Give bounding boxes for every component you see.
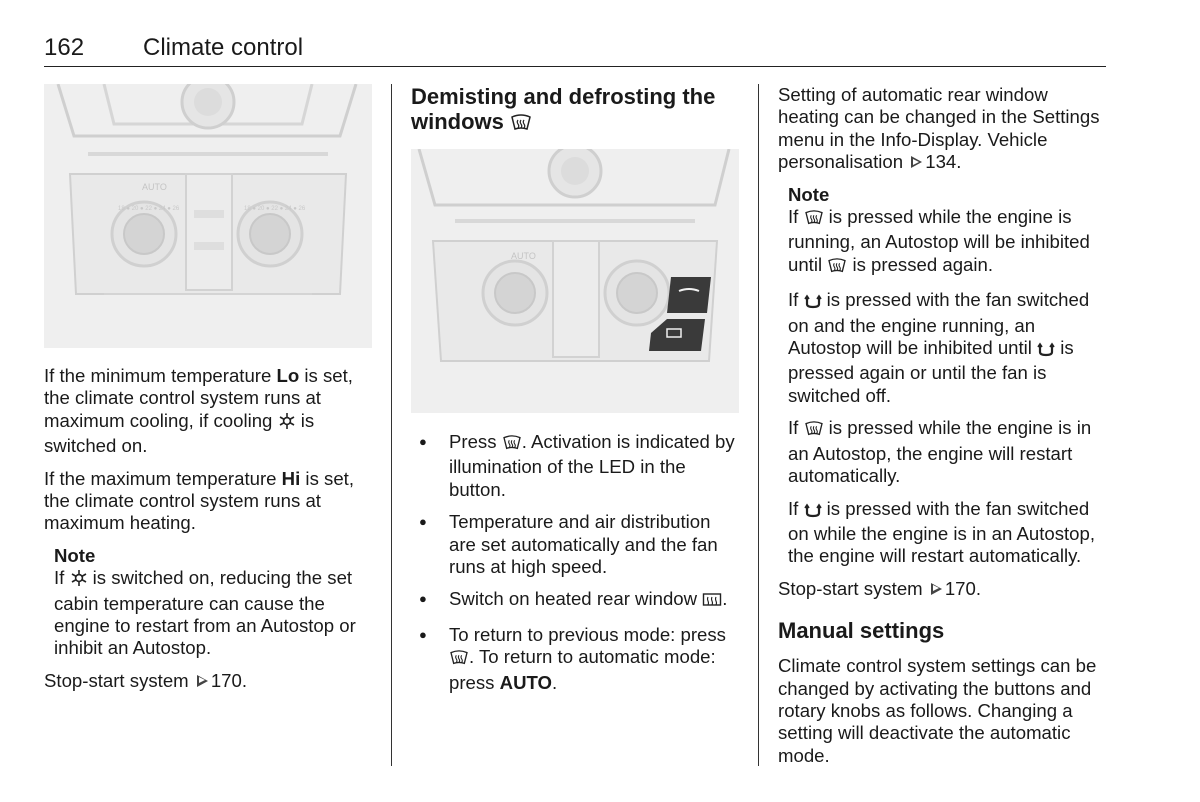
defrost-panel-illustration bbox=[411, 149, 739, 413]
air-recirculation-icon bbox=[1037, 340, 1055, 362]
lo-label: Lo bbox=[276, 365, 300, 386]
paragraph-manual-settings: Climate control system settings can be changed by activating the buttons and rotary knobs as follows. Changing a setting will deactivate the automatic mode. bbox=[778, 655, 1097, 766]
list-item bbox=[411, 588, 741, 613]
note-title: Note bbox=[54, 544, 96, 566]
text-span: is pressed with the fan switched on while the engine is in an Autostop, the engine will restart automatically. bbox=[788, 497, 1096, 567]
column-right bbox=[778, 84, 1108, 777]
text-span: If bbox=[788, 497, 804, 519]
text-span: is set, the climate control system runs at maximum heating. bbox=[44, 467, 354, 534]
hi-label: Hi bbox=[281, 467, 301, 489]
list-item: ● Temperature and air distribution are set automatically and the fan runs at high speed. bbox=[411, 511, 741, 578]
climate-panel-illustration bbox=[44, 84, 372, 348]
text-span: If bbox=[788, 206, 804, 228]
rear-window-heat-icon bbox=[702, 591, 722, 613]
air-recirculation-icon bbox=[804, 501, 822, 523]
page-reference-arrow-icon bbox=[931, 583, 942, 595]
text-span: is pressed with the fan switched on and the engine running, an Autostop will be inhibited until bbox=[788, 289, 1090, 359]
section-heading-demisting bbox=[411, 84, 741, 137]
text-span: is pressed again or until the fan is switched off. bbox=[788, 337, 1074, 406]
windscreen-defrost-icon bbox=[502, 434, 522, 456]
reference-page: 134. bbox=[925, 151, 962, 173]
air-recirculation-icon bbox=[804, 292, 822, 314]
defrost-panel-figure bbox=[411, 149, 739, 413]
text-span: is pressed while the engine is in an Autostop, the engine will restart automatically. bbox=[788, 417, 1092, 487]
windscreen-defrost-icon bbox=[510, 112, 532, 137]
text-span: If bbox=[788, 417, 804, 439]
text-span: Press bbox=[449, 431, 502, 452]
snowflake-icon bbox=[278, 412, 296, 435]
reference-page: 170. bbox=[944, 577, 982, 599]
windscreen-defrost-icon bbox=[827, 257, 847, 279]
cross-reference bbox=[44, 670, 376, 692]
text-span: If bbox=[788, 289, 804, 311]
text-span: is set, the climate control system runs at maximum cooling, if cooling bbox=[44, 365, 353, 431]
text-span: If the maximum temperature bbox=[44, 467, 282, 489]
text-span: . To return to automatic mode: press bbox=[449, 646, 716, 693]
text-span: is pressed while the engine is running, an Autostop will be inhibited until bbox=[788, 206, 1090, 275]
note-text bbox=[54, 567, 376, 660]
note-paragraph bbox=[788, 289, 1108, 407]
list-item bbox=[411, 431, 741, 501]
text-span: If bbox=[54, 567, 70, 589]
paragraph-rear-window-setting bbox=[778, 84, 1108, 174]
reference-page: 170. bbox=[210, 669, 248, 691]
note-block bbox=[788, 184, 1108, 568]
note-title: Note bbox=[788, 183, 830, 205]
instruction-list bbox=[411, 431, 741, 694]
note-block bbox=[54, 545, 376, 660]
climate-panel-figure bbox=[44, 84, 372, 348]
figure-knob-scale-right: 18 ● 20 ● 22 ● 24 ● 26 bbox=[244, 206, 306, 212]
paragraph-lo bbox=[44, 365, 376, 458]
auto-label: AUTO bbox=[499, 671, 552, 693]
figure-auto-label: AUTO bbox=[142, 182, 167, 192]
windscreen-defrost-icon bbox=[804, 209, 824, 231]
paragraph-hi bbox=[44, 468, 376, 535]
text-span: . Activation is indicated by illumination of the LED in the button. bbox=[449, 431, 735, 500]
text-span: Setting of automatic rear window heating can be changed in the Settings menu in the Info-Display. Vehicle personalisation bbox=[778, 84, 1100, 173]
column-middle bbox=[411, 84, 741, 704]
figure-auto-label: AUTO bbox=[511, 251, 536, 261]
text-span: . bbox=[722, 588, 728, 610]
text-span: Stop-start system bbox=[44, 669, 194, 691]
windscreen-defrost-icon bbox=[804, 420, 824, 442]
column-divider-right bbox=[758, 84, 759, 766]
column-left bbox=[44, 84, 376, 702]
text-span: If the minimum temperature bbox=[44, 365, 277, 386]
note-paragraph bbox=[788, 498, 1108, 568]
page-number: 162 bbox=[44, 34, 85, 61]
text-span: Switch on heated rear window bbox=[449, 588, 703, 610]
page-header bbox=[44, 34, 1106, 67]
heading-text: Demisting and defrosting the windows bbox=[411, 84, 716, 134]
windscreen-defrost-icon bbox=[449, 649, 469, 671]
text-span: To return to previous mode: press bbox=[449, 623, 726, 645]
text-span: is pressed again. bbox=[847, 253, 994, 275]
text-span: is switched on, reducing the set cabin temperature can cause the engine to restart from an Autostop or inhibit an Autostop. bbox=[54, 567, 356, 659]
list-item bbox=[411, 624, 741, 694]
column-divider-left bbox=[391, 84, 392, 766]
note-paragraph bbox=[788, 206, 1108, 279]
text-span: Stop-start system bbox=[778, 577, 928, 599]
section-heading-manual-settings: Manual settings bbox=[778, 618, 945, 644]
text-span: . bbox=[551, 671, 558, 693]
page-reference-arrow-icon bbox=[911, 156, 922, 168]
figure-knob-scale-left: 18 ● 20 ● 22 ● 24 ● 26 bbox=[118, 206, 180, 212]
snowflake-icon bbox=[70, 569, 88, 592]
page-reference-arrow-icon bbox=[197, 675, 208, 687]
chapter-title: Climate control bbox=[143, 34, 304, 61]
cross-reference bbox=[778, 578, 1108, 600]
text-span: is switched on. bbox=[44, 409, 315, 457]
note-paragraph bbox=[788, 417, 1108, 487]
